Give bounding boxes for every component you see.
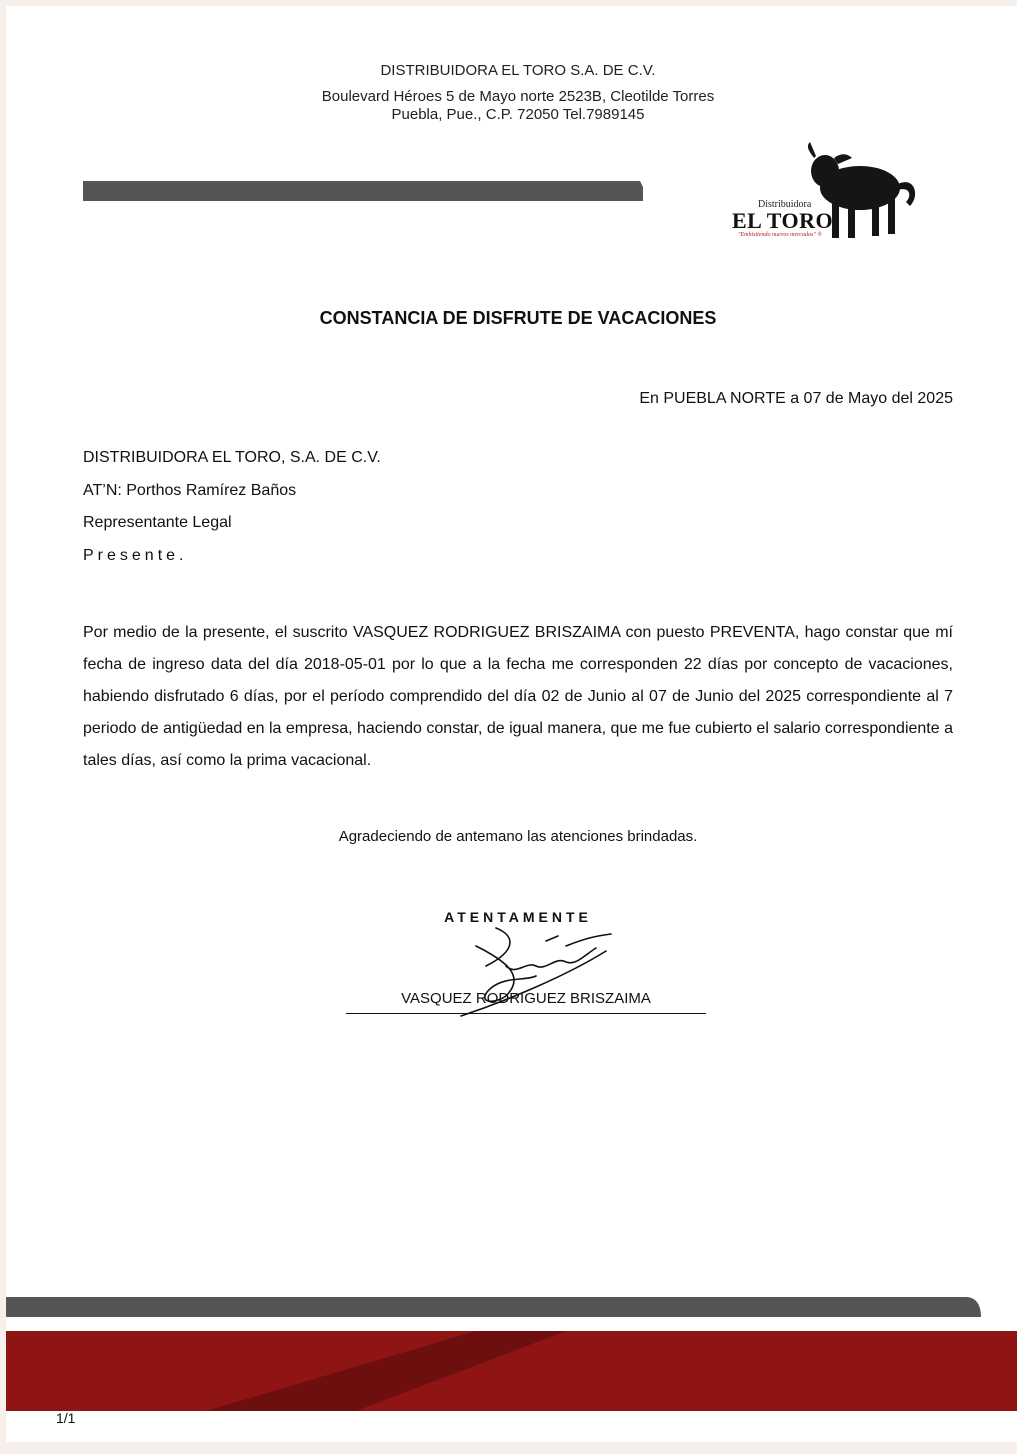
body-paragraph: Por medio de la presente, el suscrito VASQUEZ RODRIGUEZ BRISZAIMA con puesto PREVENTA, hago constar que mí fecha de ingreso data del día 2018-05-01 por lo que a la fecha me corresponden 22 días por concepto de vacaciones, habiendo disfrutado 6 días, por el período comprendido del día 02 de Junio al 07 de Junio del 2025 correspondiente al 7 periodo de antigüedad en la empresa, haciendo constar, de igual manera, que me fue cubierto el salario correspondiente a tales días, así como la prima vacacional.: [83, 624, 953, 769]
place-date: En PUEBLA NORTE a 07 de Mayo del 2025: [639, 390, 953, 407]
thanks-line: Agradeciendo de antemano las atenciones brindadas.: [338, 828, 698, 845]
company-name: DISTRIBUIDORA EL TORO S.A. DE C.V.: [380, 62, 656, 79]
document-title: CONSTANCIA DE DISFRUTE DE VACACIONES: [319, 308, 717, 328]
signer-name: VASQUEZ RODRIGUEZ BRISZAIMA: [346, 990, 706, 1014]
address-line-1: Boulevard Héroes 5 de Mayo norte 2523B, Cleotilde Torres: [321, 88, 715, 105]
page-number: 1/1: [56, 1410, 76, 1426]
recipient-presente: Presente.: [83, 546, 188, 564]
recipient-role: Representante Legal: [83, 514, 232, 531]
recipient-company: DISTRIBUIDORA EL TORO, S.A. DE C.V.: [83, 449, 381, 466]
recipient-attn: AT’N: Porthos Ramírez Baños: [83, 481, 297, 499]
document-page: [6, 6, 1017, 1442]
logo-brand-text: EL TORO: [732, 208, 834, 233]
logo-tagline: "Embistiendo nuevos mercados" ®: [738, 232, 822, 238]
logo-small-text: Distribuidora: [758, 199, 812, 210]
closing-text: ATENTAMENTE: [444, 909, 592, 925]
address-line-2: Puebla, Pue., C.P. 72050 Tel.7989145: [391, 106, 645, 123]
company-address: [6, 88, 1017, 124]
footer-decoration: [6, 1291, 1017, 1411]
addressee-block: [83, 442, 381, 572]
header-decorative-bar: [83, 181, 643, 201]
